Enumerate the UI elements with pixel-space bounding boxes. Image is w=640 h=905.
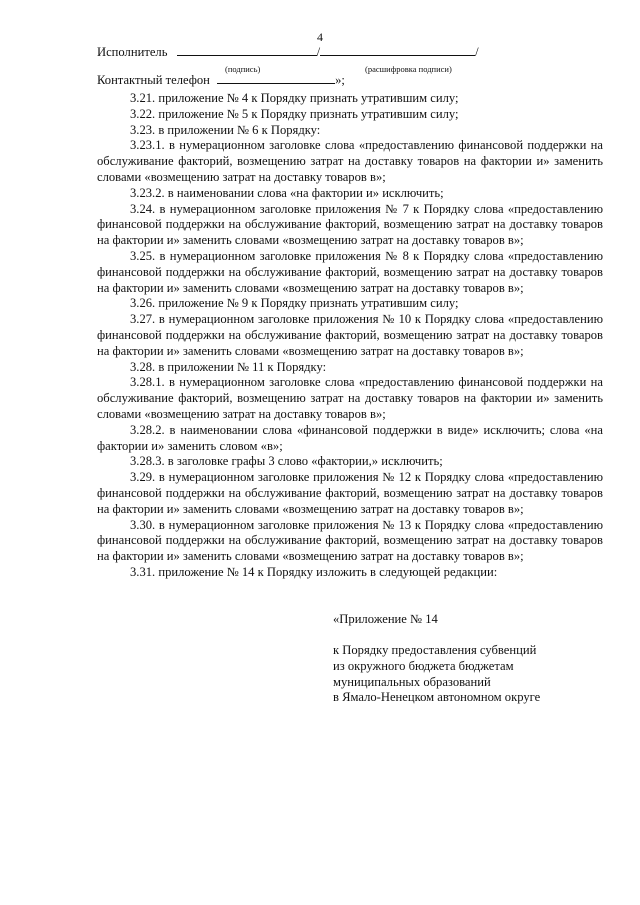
amendments-body — [97, 91, 603, 581]
appendix-reference-block — [333, 643, 603, 706]
paragraph-3-27: 3.27. в нумерационном заголовке приложения № 10 к Порядку слова «предоставлению финансовой поддержки на обслуживание факторий, возмещению затрат на доставку товаров на фактории и» заменить словами «возмещению затрат на доставку товаров в»; — [97, 312, 603, 358]
phone-tail: »; — [335, 72, 345, 87]
paragraph-3-25: 3.25. в нумерационном заголовке приложения № 8 к Порядку слова «предоставлению финансовой поддержки на обслуживание факторий, возмещению затрат на доставку товаров на фактории и» заменить словами «возмещению затрат на доставку товаров в»; — [97, 248, 603, 295]
paragraph-3-28-3: 3.28.3. в заголовке графы 3 слово «фактории,» исключить; — [130, 454, 443, 469]
paragraph-3-24: 3.24. в нумерационном заголовке приложения № 7 к Порядку слова «предоставлению финансовой поддержки на обслуживание факторий, возмещению затрат на доставку товаров на фактории и» заменить словами «возмещению затрат на доставку товаров в»; — [97, 201, 603, 248]
paragraph-3-28-1: 3.28.1. в нумерационном заголовке слова «предоставлению финансовой поддержки на обслуживание факторий, возмещению затрат на доставку товаров на фактории и» заменить словами «возмещению затрат на доставку товаров в»; — [97, 375, 603, 421]
executor-row: Исполнитель / / — [97, 45, 479, 59]
executor-label: Исполнитель — [97, 45, 168, 59]
signature-caption: (подпись) — [225, 64, 261, 74]
paragraph-3-28: 3.28. в приложении № 11 к Порядку: — [130, 359, 327, 374]
paragraph-3-29: 3.29. в нумерационном заголовке приложения № 12 к Порядку слова «предоставлению финансовой поддержки на обслуживание факторий, возмещению затрат на доставку товаров на фактории и» заменить словами «возмещению затрат на доставку товаров в»; — [97, 470, 603, 516]
appendix-line: из окружного бюджета бюджетам — [333, 658, 514, 673]
appendix-title-block — [333, 612, 603, 628]
decoding-line — [320, 44, 475, 56]
paragraph-3-22: 3.22. приложение № 5 к Порядку признать утратившим силу; — [130, 106, 459, 121]
paragraph-3-28-2: 3.28.2. в наименовании слова «финансовой поддержки в виде» исключить; слова «на фактории и» заменить словом «в»; — [97, 422, 603, 453]
signature-line — [177, 44, 317, 56]
paragraph-3-31: 3.31. приложение № 14 к Порядку изложить в следующей редакции: — [130, 564, 498, 579]
paragraph-3-26: 3.26. приложение № 9 к Порядку признать утратившим силу; — [130, 296, 459, 311]
paragraph-3-21: 3.21. приложение № 4 к Порядку признать утратившим силу; — [130, 91, 459, 105]
page-number: 4 — [317, 30, 323, 44]
paragraph-3-23-2: 3.23.2. в наименовании слова «на фактории и» исключить; — [130, 185, 444, 200]
phone-row — [97, 72, 603, 88]
paragraph-3-30: 3.30. в нумерационном заголовке приложения № 13 к Порядку слова «предоставлению финансовой поддержки на обслуживание факторий, возмещению затрат на доставку товаров на фактории и» заменить словами «возмещению затрат на доставку товаров в»; — [97, 517, 603, 564]
paragraph-3-23: 3.23. в приложении № 6 к Порядку: — [130, 122, 321, 137]
appendix-title: «Приложение № 14 — [333, 612, 438, 626]
appendix-line: к Порядку предоставления субвенций — [333, 643, 537, 657]
paragraph-3-23-1: 3.23.1. в нумерационном заголовке слова «предоставлению финансовой поддержки на обслуживание факторий, возмещению затрат на доставку товаров на фактории и» заменить словами «возмещению затрат на доставку товаров в»; — [97, 138, 603, 184]
executor-signature-block — [97, 44, 603, 88]
appendix-line: в Ямало-Ненецком автономном округе — [333, 690, 541, 705]
decoding-caption: (расшифровка подписи) — [365, 64, 452, 74]
phone-label: Контактный телефон — [97, 72, 210, 87]
appendix-line: муниципальных образований — [333, 674, 491, 689]
